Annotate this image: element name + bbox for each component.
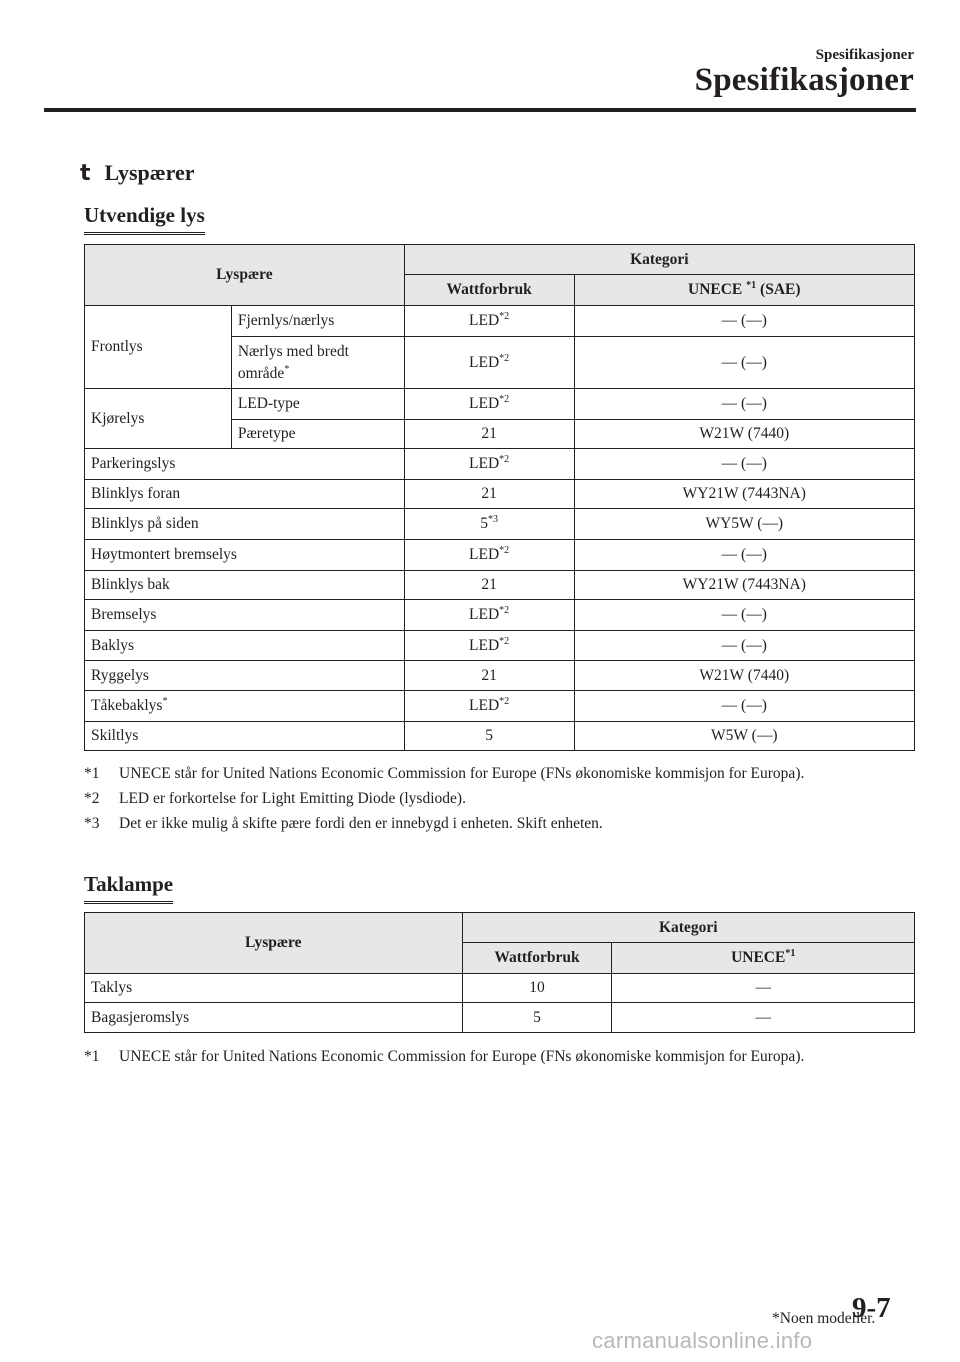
exterior-heading-text: Utvendige lys	[84, 203, 205, 227]
table-row	[85, 509, 915, 540]
row-name: Høytmontert bremselys	[85, 540, 405, 571]
row-category: — (—)	[574, 691, 914, 722]
interior-heading-text: Taklampe	[84, 872, 174, 896]
row-name: Bremselys	[85, 600, 405, 631]
row-category: WY21W (7443NA)	[574, 480, 914, 509]
row-name: Fjernlys/nærlys	[231, 306, 404, 337]
footnote-text: LED er forkortelse for Light Emitting Diode (lysdiode).	[119, 790, 466, 807]
table-row	[85, 540, 915, 571]
row-watt: 5	[462, 1003, 612, 1033]
watt-value: LED	[469, 455, 500, 472]
watt-value: LED	[469, 697, 500, 714]
table-row	[85, 571, 915, 600]
footnote-ref: *2	[499, 393, 510, 405]
exterior-footnotes	[84, 765, 804, 840]
row-name: Bagasjeromslys	[85, 1003, 463, 1033]
row-name-line: område	[237, 364, 285, 382]
row-watt	[404, 509, 574, 540]
row-category: W21W (7440)	[574, 420, 914, 449]
row-category: W21W (7440)	[574, 661, 914, 691]
footer-note: *Noen modeller.	[772, 1310, 876, 1327]
unece-label: UNECE	[688, 281, 743, 298]
footnote-text: UNECE står for United Nations Economic Commission for Europe (FNs økonomiske kommisjon for Europa).	[119, 1048, 805, 1065]
section-bullet-icon: t	[80, 160, 91, 186]
row-name: Parkeringslys	[85, 449, 405, 480]
table-row	[85, 722, 915, 751]
footnote-mark: *2	[84, 790, 100, 807]
interior-lights-table	[84, 912, 915, 1033]
row-category: WY21W (7443NA)	[574, 571, 914, 600]
row-group-label: Frontlys	[85, 306, 232, 389]
col-header-category: Kategori	[462, 913, 915, 943]
footnote-ref: *2	[499, 604, 510, 616]
watt-value: LED	[469, 395, 500, 412]
footnote-mark: *1	[84, 1048, 100, 1065]
watt-value: LED	[469, 636, 500, 654]
row-category: — (—)	[574, 540, 914, 571]
footnote-ref: *2	[499, 544, 510, 556]
row-name: Pæretype	[231, 420, 404, 449]
row-category: —	[612, 974, 915, 1003]
row-watt	[404, 600, 574, 631]
row-name-line: Nærlys med bredt	[237, 342, 349, 360]
watt-value: LED	[469, 353, 500, 371]
table-row	[85, 600, 915, 631]
row-watt	[404, 540, 574, 571]
watt-value: LED	[469, 546, 500, 563]
row-category: — (—)	[574, 631, 914, 661]
running-header-small: Spesifikasjoner	[815, 47, 914, 63]
footnote-ref: *3	[487, 513, 498, 525]
footnote-ref: *1	[746, 279, 757, 291]
footnote	[84, 815, 804, 840]
table-row	[85, 661, 915, 691]
row-name: LED-type	[231, 389, 404, 420]
col-header-unece	[574, 275, 914, 306]
col-header-watt: Wattforbruk	[462, 943, 612, 974]
col-header-unece	[612, 943, 915, 974]
footnote	[84, 1048, 804, 1073]
row-category: —	[612, 1003, 915, 1033]
row-category: — (—)	[574, 600, 914, 631]
row-watt: 21	[404, 571, 574, 600]
row-watt	[404, 631, 574, 661]
row-category: — (—)	[574, 389, 914, 420]
row-category: WY5W (—)	[574, 509, 914, 540]
footnote-mark: *3	[84, 815, 100, 832]
watt-value: 5	[480, 515, 488, 532]
col-header-category: Kategori	[404, 245, 914, 275]
table-row	[85, 631, 915, 661]
table-row	[85, 1003, 915, 1033]
row-name: Baklys	[85, 631, 405, 661]
unece-suffix: (SAE)	[756, 281, 801, 298]
row-name: Skiltlys	[85, 722, 405, 751]
row-watt: 5	[404, 722, 574, 751]
table-header-row	[85, 245, 915, 275]
table-row	[85, 480, 915, 509]
interior-heading	[84, 872, 173, 899]
row-category: — (—)	[574, 337, 914, 389]
row-category: — (—)	[574, 306, 914, 337]
footnote-ref: *	[162, 695, 168, 707]
table-row	[85, 974, 915, 1003]
section-title: Lyspærer	[104, 160, 195, 185]
row-watt: 21	[404, 420, 574, 449]
row-watt	[404, 449, 574, 480]
running-header-title: Spesifikasjoner	[694, 62, 914, 98]
footnote-ref: *	[284, 363, 290, 375]
footnote-ref: *2	[499, 352, 510, 364]
row-category: W5W (—)	[574, 722, 914, 751]
footnote-text: UNECE står for United Nations Economic Commission for Europe (FNs økonomiske kommisjon for Europa).	[119, 765, 805, 782]
row-group-label: Kjørelys	[85, 389, 232, 449]
row-watt: 21	[404, 480, 574, 509]
footnote	[84, 765, 804, 790]
unece-label: UNECE	[731, 949, 786, 966]
row-category: — (—)	[574, 449, 914, 480]
exterior-lights-table	[84, 244, 915, 751]
watt-value: LED	[469, 606, 500, 623]
row-name	[85, 691, 405, 722]
table-row	[85, 691, 915, 722]
watermark-logo: carmanualsonline.info	[592, 1328, 813, 1353]
interior-footnotes	[84, 1048, 804, 1073]
footnote-ref: *2	[499, 635, 510, 647]
col-header-bulb: Lyspære	[85, 913, 463, 974]
row-watt	[404, 691, 574, 722]
row-name-text: Tåkebaklys	[91, 697, 163, 714]
page-number: 9-7	[852, 1292, 891, 1324]
section-heading	[80, 160, 195, 186]
heading-underline	[84, 232, 205, 235]
table-header-row	[85, 913, 915, 943]
row-name: Blinklys foran	[85, 480, 405, 509]
row-watt	[404, 306, 574, 337]
table-row	[85, 389, 915, 420]
footnote-text: Det er ikke mulig å skifte pære fordi den er innebygd i enheten. Skift enheten.	[119, 815, 603, 832]
row-name	[231, 337, 404, 389]
table-row	[85, 306, 915, 337]
row-name: Blinklys på siden	[85, 509, 405, 540]
row-watt: 21	[404, 661, 574, 691]
watt-value: LED	[469, 312, 500, 329]
row-name: Ryggelys	[85, 661, 405, 691]
footnote-mark: *1	[84, 765, 100, 782]
footnote-ref: *2	[499, 695, 510, 707]
footnote	[84, 790, 804, 815]
row-watt	[404, 389, 574, 420]
row-name: Blinklys bak	[85, 571, 405, 600]
row-name: Taklys	[85, 974, 463, 1003]
footnote-ref: *2	[499, 453, 510, 465]
exterior-heading	[84, 203, 205, 230]
footnote-ref: *1	[785, 947, 796, 959]
row-watt: 10	[462, 974, 612, 1003]
header-divider	[44, 108, 916, 112]
footnote-ref: *2	[499, 310, 510, 322]
row-watt	[404, 337, 574, 389]
col-header-watt: Wattforbruk	[404, 275, 574, 306]
heading-underline	[84, 901, 173, 904]
table-row	[85, 449, 915, 480]
col-header-bulb: Lyspære	[85, 245, 405, 306]
